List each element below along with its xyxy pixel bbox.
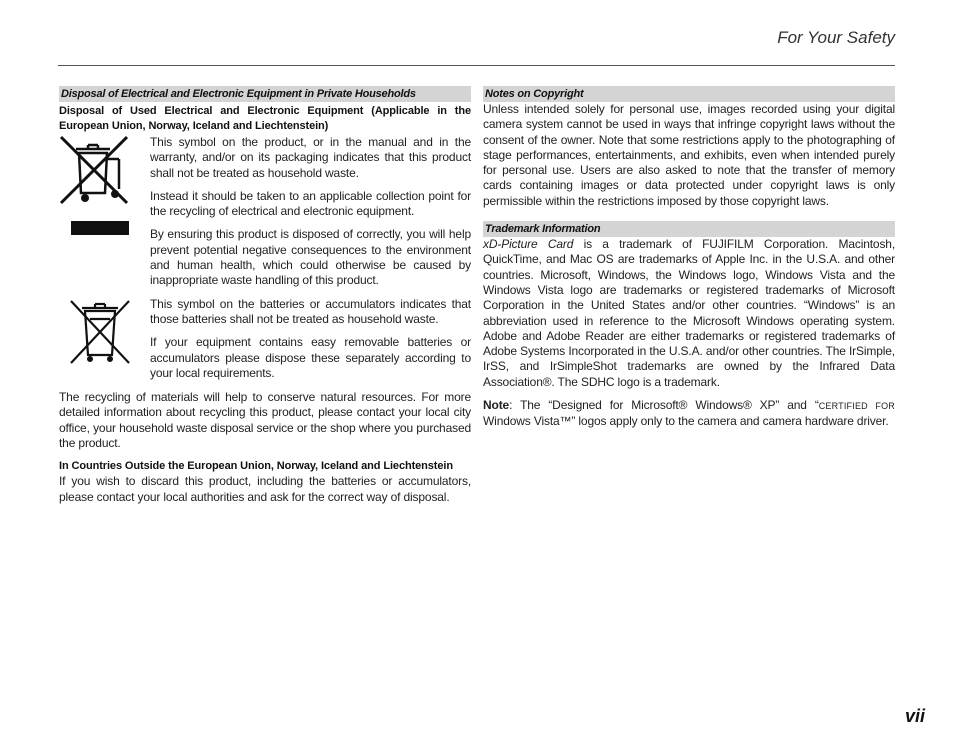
copyright-paragraph: Unless intended solely for personal use, images recorded using your digital camera system cannot be used in ways that infringe copyright laws without the consent of the owner. Note that some restrictions apply to the photographing of stage performances, entertainments, and exhibits, even when intended purely for personal use. Users are also asked to note that the transfer of memory cards containing images or data protected under copyright laws is only permissible within the restrictions imposed by those copyright laws. xyxy=(483,102,895,208)
page-number: vii xyxy=(904,706,925,726)
battery-paragraph-1: This symbol on the batteries or accumulators indicates that those batteries shall not be treated as household waste. xyxy=(150,296,471,326)
trademark-section-title: Trademark Information xyxy=(483,221,895,237)
copyright-section-title: Notes on Copyright xyxy=(483,86,895,102)
weee-paragraph-1: This symbol on the product, or in the manual and in the warranty, and/or on its packaging indicates that this product shall not be treated as household waste. xyxy=(150,135,471,180)
eu-disposal-heading: Disposal of Used Electrical and Electronic Equipment (Applicable in the European Union, Norway, Iceland and Liechtenstein) xyxy=(59,105,471,132)
certified-for-text: CERTIFIED FOR xyxy=(818,401,895,412)
battery-symbol-block xyxy=(59,297,471,381)
header-divider xyxy=(58,65,895,66)
note-text-1: : The “Designed for Microsoft® Windows® XP” and “ xyxy=(509,398,819,413)
weee-paragraph-3: By ensuring this product is disposed of correctly, you will help prevent potential negative consequences to the environment and human health, which could otherwise be caused by inappropriate waste handling of this product. xyxy=(150,227,471,288)
left-column xyxy=(59,86,471,505)
xd-picture-card-name: xD-Picture Card xyxy=(483,237,574,252)
outside-eu-heading: In Countries Outside the European Union, Norway, Iceland and Liechtenstein xyxy=(59,460,453,473)
weee-symbol-block xyxy=(59,135,471,289)
recycling-paragraph: The recycling of materials will help to conserve natural resources. For more detailed information about recycling this product, please contact your local city office, your household waste disposal service or the shop where you purchased the product. xyxy=(59,390,471,451)
trademark-paragraph xyxy=(483,237,895,390)
note-paragraph xyxy=(483,398,895,430)
note-text-2: Windows Vista™” logos apply only to the camera and camera hardware driver. xyxy=(483,414,889,429)
crossed-out-wheelie-bin-icon xyxy=(59,135,150,235)
page-header-title: For Your Safety xyxy=(777,28,895,47)
battery-paragraph-2: If your equipment contains easy removable batteries or accumulators please dispose these separately according to your local requirements. xyxy=(150,335,471,380)
note-label: Note xyxy=(483,398,510,413)
outside-eu-paragraph: If you wish to discard this product, including the batteries or accumulators, please contact your local authorities and ask for the correct way of disposal. xyxy=(59,474,471,504)
weee-paragraph-2: Instead it should be taken to an applicable collection point for the recycling of electrical and electronic equipment. xyxy=(150,188,471,219)
right-column xyxy=(483,86,895,430)
disposal-section-title: Disposal of Electrical and Electronic Equipment in Private Households xyxy=(59,86,471,102)
crossed-out-battery-bin-icon xyxy=(59,297,150,375)
trademark-text: is a trademark of FUJIFILM Corporation. Macintosh, QuickTime, and Mac OS are trademarks of Apple Inc. in the U.S.A. and other countries. Microsoft, Windows, the Windows logo, Windows Vista and the Windows Vista logo are trademarks or registered trademarks of Microsoft Corporation in the United States and/or other countries. “Windows” is an abbreviation used in reference to the Microsoft Windows operating system. Adobe and Adobe Reader are either trademarks or registered trademarks of Adobe Systems Incorporated in the U.S.A. and/or other countries. The IrSimple, IrSS, and IrSimpleShot trademarks are owned by the Infrared Data Association®. The SDHC logo is a trademark. xyxy=(483,237,895,389)
